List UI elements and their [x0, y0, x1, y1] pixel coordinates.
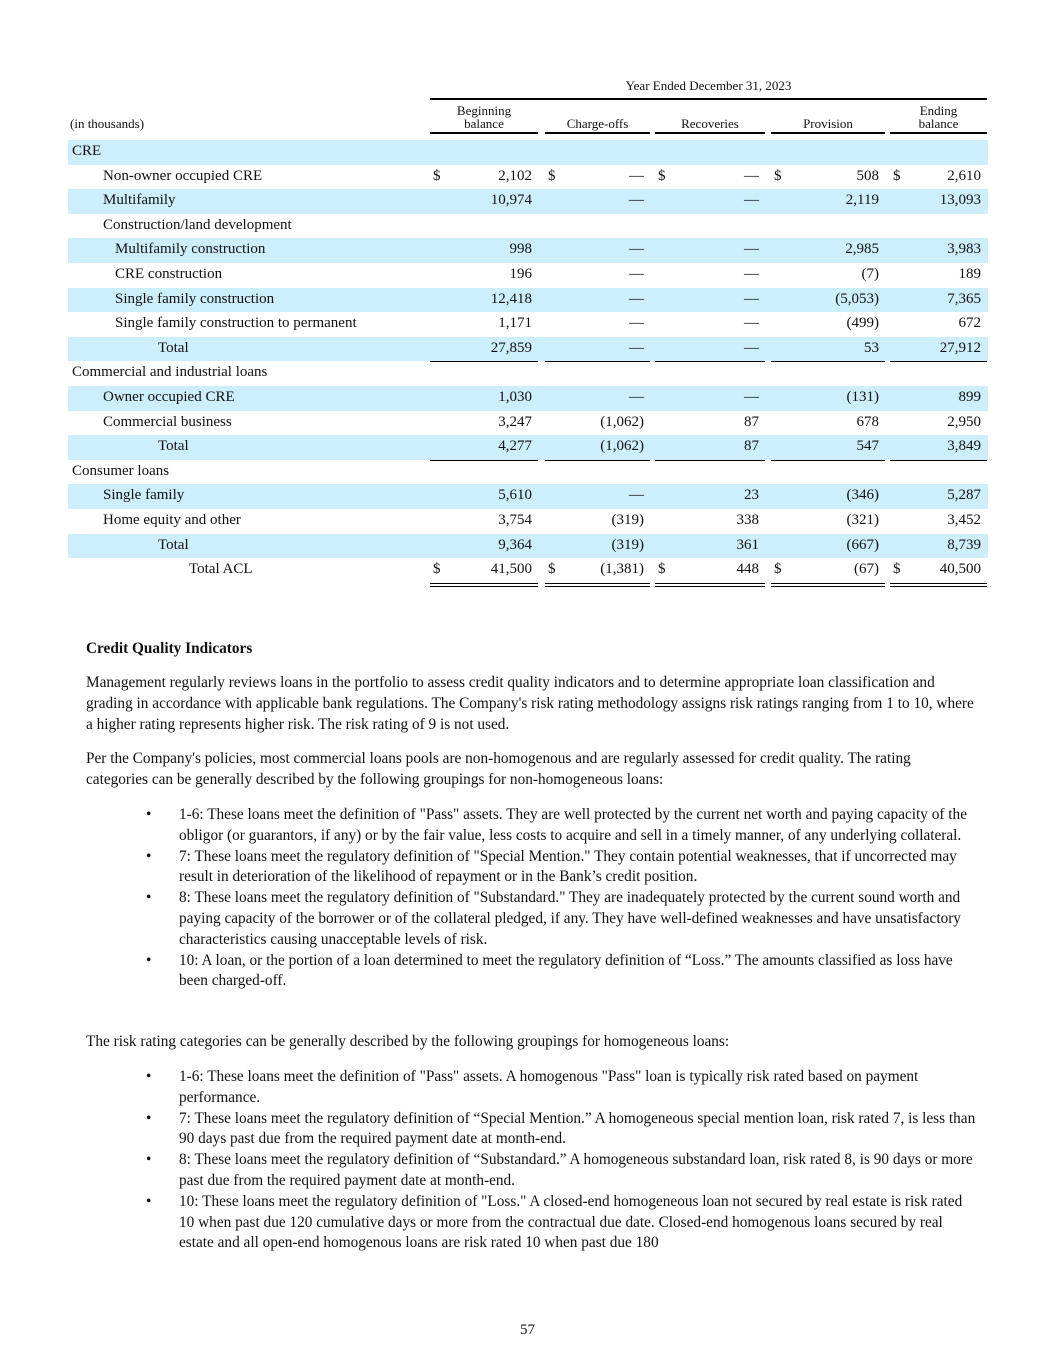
cell-value: — — [744, 290, 759, 307]
cell-value: 361 — [736, 536, 759, 553]
row-label: Total ACL — [189, 561, 253, 578]
currency-symbol: $ — [433, 167, 441, 184]
cell-beginning-balance — [430, 558, 538, 587]
cell-provision — [771, 411, 885, 437]
cell-value: 27,912 — [939, 339, 981, 356]
cell-value: 40,500 — [939, 561, 981, 578]
cell-value: 1,171 — [498, 315, 532, 332]
cell-ending-balance — [890, 263, 987, 288]
cell-value: 508 — [856, 167, 879, 184]
cell-value: — — [629, 388, 644, 405]
row-label: Home equity and other — [103, 511, 241, 528]
cell-value: 2,119 — [845, 192, 879, 209]
cell-value: 9,364 — [498, 536, 532, 553]
cell-ending-balance — [890, 386, 987, 411]
cell-recoveries — [655, 509, 765, 535]
cell-provision — [771, 484, 885, 509]
currency-symbol: $ — [548, 167, 556, 184]
currency-symbol: $ — [893, 561, 901, 578]
bullet-text: 7: These loans meet the regulatory definition of “Special Mention.” A homogeneous special mention loan, risk rated 7, is less than 90 days past due from the required payment date at month-end. — [179, 1109, 976, 1148]
column-header-provision: Provision — [771, 117, 885, 134]
cell-value: — — [744, 241, 759, 258]
cell-provision — [771, 558, 885, 587]
table-section-row — [68, 214, 988, 239]
cell-charge-offs — [545, 263, 650, 288]
cell-charge-offs — [545, 558, 650, 587]
cell-recoveries — [655, 435, 765, 461]
cell-ending-balance — [890, 337, 987, 363]
row-label: Total — [158, 339, 189, 356]
row-label: Total — [158, 536, 189, 553]
cell-beginning-balance — [430, 238, 538, 263]
table-section-row — [68, 361, 988, 386]
bullet-icon: • — [146, 1151, 152, 1169]
cell-beginning-balance — [430, 165, 538, 190]
bullet-icon: • — [146, 1192, 152, 1210]
rating-bullet-item — [146, 951, 976, 993]
rating-bullet-item — [146, 1067, 976, 1109]
rating-bullet-item — [146, 888, 976, 950]
cell-value: — — [744, 315, 759, 332]
cell-charge-offs — [545, 238, 650, 263]
table-row — [68, 189, 988, 214]
units-label: (in thousands) — [70, 116, 145, 131]
cell-value: 189 — [958, 265, 981, 282]
row-label: Single family construction to permanent — [115, 315, 357, 332]
cell-value: 2,950 — [947, 413, 981, 430]
cell-value: (346) — [846, 487, 879, 504]
rating-bullet-item — [146, 1192, 976, 1254]
cell-value: 2,610 — [947, 167, 981, 184]
bullet-text: 8: These loans meet the regulatory definition of "Substandard." They are inadequately protected by the current sound worth and paying capacity of the borrower or of the collateral pledged, if any. They have well-defined weaknesses and have unsatisfactory characteristics causing unacceptable levels of risk. — [179, 889, 961, 948]
bullet-text: 10: A loan, or the portion of a loan determined to meet the regulatory definition of “Loss.” The amounts classified as loss have been charged-off. — [179, 951, 953, 990]
cell-value: 4,277 — [498, 438, 532, 455]
cell-ending-balance — [890, 312, 987, 338]
cell-value: — — [744, 192, 759, 209]
cell-recoveries — [655, 189, 765, 214]
table-body — [68, 140, 988, 583]
column-header-beginning-balance: Beginning balance — [430, 104, 538, 134]
currency-symbol: $ — [658, 561, 666, 578]
cell-charge-offs — [545, 386, 650, 411]
cell-value: (5,053) — [835, 290, 879, 307]
cell-ending-balance — [890, 558, 987, 587]
row-label: CRE — [72, 143, 102, 159]
cell-value: 12,418 — [490, 290, 532, 307]
cell-charge-offs — [545, 189, 650, 214]
cell-provision — [771, 238, 885, 263]
table-header-row — [68, 102, 988, 134]
cell-value: 23 — [744, 487, 759, 504]
cell-recoveries — [655, 484, 765, 509]
cell-value: (319) — [611, 511, 644, 528]
cell-charge-offs — [545, 165, 650, 190]
cell-beginning-balance — [430, 435, 538, 461]
cell-charge-offs — [545, 288, 650, 313]
homogeneous-rating-list — [146, 1067, 976, 1254]
cell-recoveries — [655, 312, 765, 338]
bullet-text: 8: These loans meet the regulatory definition of “Substandard.” A homogeneous substandard loan, risk rated 8, is 90 days or more past due from the required payment date at month-end. — [179, 1151, 973, 1189]
cell-value: (319) — [611, 536, 644, 553]
cell-value: 1,030 — [498, 388, 532, 405]
cell-value: 27,859 — [490, 339, 532, 356]
cell-value: 8,739 — [947, 536, 981, 553]
cell-recoveries — [655, 337, 765, 363]
table-row — [68, 435, 988, 460]
bullet-icon: • — [146, 951, 152, 969]
rating-bullet-item — [146, 847, 976, 889]
column-header-recoveries: Recoveries — [655, 117, 765, 134]
cell-ending-balance — [890, 288, 987, 313]
cell-provision — [771, 534, 885, 559]
table-section-row — [68, 140, 988, 165]
cell-ending-balance — [890, 165, 987, 190]
row-label: Commercial business — [103, 413, 232, 430]
page-number: 57 — [520, 1322, 535, 1338]
bullet-text: 1-6: These loans meet the definition of "Pass" assets. A homogenous "Pass" loan is typically risk rated based on payment performance. — [179, 1068, 919, 1106]
cell-provision — [771, 435, 885, 461]
currency-symbol: $ — [433, 561, 441, 578]
cell-charge-offs — [545, 411, 650, 437]
table-row — [68, 509, 988, 534]
table-row — [68, 165, 988, 190]
paragraph-homogeneous: The risk rating categories can be generally described by the following groupings for homogeneous loans: — [86, 1033, 730, 1050]
table-row — [68, 337, 988, 362]
currency-symbol: $ — [893, 167, 901, 184]
cell-recoveries — [655, 263, 765, 288]
rating-bullet-item — [146, 1109, 976, 1151]
cell-value: (1,381) — [600, 561, 644, 578]
bullet-text: 7: These loans meet the regulatory definition of "Special Mention." They contain potential weaknesses, that if uncorrected may result in deterioration of the likelihood of repayment or in the Bank’s credit position. — [179, 847, 957, 886]
cell-value: 672 — [958, 315, 981, 332]
cell-value: — — [629, 265, 644, 282]
cell-recoveries — [655, 238, 765, 263]
cell-provision — [771, 337, 885, 363]
cell-value: (7) — [861, 265, 879, 282]
row-label: Multifamily — [103, 192, 176, 209]
cell-provision — [771, 288, 885, 313]
cell-value: — — [629, 167, 644, 184]
currency-symbol: $ — [658, 167, 666, 184]
row-label: Commercial and industrial loans — [72, 364, 268, 381]
row-label: Single family construction — [115, 290, 275, 307]
period-header: Year Ended December 31, 2023 — [430, 78, 987, 100]
non-homogeneous-rating-list — [146, 805, 976, 992]
cell-beginning-balance — [430, 509, 538, 535]
row-label: Owner occupied CRE — [103, 388, 235, 405]
bullet-text: 1-6: These loans meet the definition of "Pass" assets. They are well protected by the current net worth and paying capacity of the obligor (or guarantors, if any) or by the fair value, less costs to acquire and sell in a timely manner, of any underlying collateral. — [179, 806, 967, 844]
cell-value: 7,365 — [947, 290, 981, 307]
cell-value: 3,247 — [498, 413, 532, 430]
row-label: Consumer loans — [72, 462, 170, 479]
row-label: Total — [158, 438, 189, 455]
cell-ending-balance — [890, 435, 987, 461]
cell-beginning-balance — [430, 189, 538, 214]
cell-provision — [771, 386, 885, 411]
cell-beginning-balance — [430, 534, 538, 559]
cell-beginning-balance — [430, 263, 538, 288]
row-label: Multifamily construction — [115, 241, 266, 258]
paragraph-non-homogeneous: Per the Company's policies, most commercial loans pools are non-homogenous and are regularly assessed for credit quality. The rating categories can be generally described by the following groupings for non-homogeneous loans: — [86, 750, 911, 788]
cell-value: 3,849 — [947, 438, 981, 455]
cell-recoveries — [655, 558, 765, 587]
cell-value: 13,093 — [939, 192, 981, 209]
bullet-icon: • — [146, 847, 152, 865]
cell-beginning-balance — [430, 411, 538, 437]
cell-value: — — [629, 290, 644, 307]
column-header-ending-balance: Ending balance — [890, 104, 987, 134]
cell-value: — — [744, 167, 759, 184]
cell-charge-offs — [545, 484, 650, 509]
cell-value: — — [629, 241, 644, 258]
cell-value: (1,062) — [600, 438, 644, 455]
bullet-text: 10: These loans meet the regulatory definition of "Loss." A closed-end homogeneous loan not secured by real estate is risk rated 10 when past due 120 cumulative days or more from the contractual due date. Closed-end homogenous loans secured by real estate and all open-end homogenous loans are risk rated 10 when past due 180 — [179, 1192, 963, 1252]
cell-value: 87 — [744, 413, 759, 430]
cell-value: — — [744, 339, 759, 356]
table-row — [68, 534, 988, 559]
table-row — [68, 238, 988, 263]
cell-recoveries — [655, 288, 765, 313]
currency-symbol: $ — [548, 561, 556, 578]
cell-value: 5,287 — [947, 487, 981, 504]
cell-beginning-balance — [430, 312, 538, 338]
cell-beginning-balance — [430, 386, 538, 411]
row-label: Non-owner occupied CRE — [103, 167, 263, 184]
cell-value: 2,985 — [845, 241, 879, 258]
cell-ending-balance — [890, 189, 987, 214]
cell-ending-balance — [890, 238, 987, 263]
cell-value: 998 — [509, 241, 532, 258]
bullet-icon: • — [146, 1109, 152, 1127]
cell-provision — [771, 189, 885, 214]
bullet-icon: • — [146, 806, 152, 823]
cell-charge-offs — [545, 435, 650, 461]
table-row — [68, 558, 988, 583]
cell-value: (321) — [846, 511, 879, 528]
cell-beginning-balance — [430, 484, 538, 509]
cell-charge-offs — [545, 534, 650, 559]
cell-value: 448 — [736, 561, 759, 578]
cell-value: — — [629, 339, 644, 356]
cell-value: — — [629, 192, 644, 209]
cell-value: 5,610 — [498, 487, 532, 504]
cell-charge-offs — [545, 312, 650, 338]
cell-value: 3,754 — [498, 511, 532, 528]
rating-bullet-item — [146, 1150, 976, 1192]
row-label: Construction/land development — [103, 216, 292, 233]
cell-provision — [771, 312, 885, 338]
cell-value: 899 — [958, 388, 981, 405]
table-row — [68, 484, 988, 509]
cell-value: (1,062) — [600, 413, 644, 430]
cell-ending-balance — [890, 484, 987, 509]
cell-ending-balance — [890, 411, 987, 437]
cell-value: 678 — [856, 413, 879, 430]
cell-value: — — [744, 388, 759, 405]
cell-recoveries — [655, 386, 765, 411]
section-heading: Credit Quality Indicators — [86, 640, 253, 657]
cell-beginning-balance — [430, 288, 538, 313]
cell-value: 87 — [744, 438, 759, 455]
cell-ending-balance — [890, 534, 987, 559]
cell-value: 338 — [736, 511, 759, 528]
cell-value: (131) — [846, 388, 879, 405]
table-section-row — [68, 460, 988, 485]
cell-recoveries — [655, 165, 765, 190]
paragraph-intro: Management regularly reviews loans in the portfolio to assess credit quality indicators and to determine appropriate loan classification and grading in accordance with applicable bank regulations. The Company's risk rating methodology assigns risk ratings ranging from 1 to 10, where a higher rating represents higher risk. The risk rating of 9 is not used. — [86, 674, 974, 733]
row-label: Single family — [103, 487, 185, 504]
currency-symbol: $ — [774, 561, 782, 578]
table-row — [68, 411, 988, 436]
cell-value: (667) — [846, 536, 879, 553]
cell-beginning-balance — [430, 337, 538, 363]
currency-symbol: $ — [774, 167, 782, 184]
cell-value: 41,500 — [490, 561, 532, 578]
bullet-icon: • — [146, 889, 152, 907]
cell-value: 3,983 — [947, 241, 981, 258]
bullet-icon: • — [146, 1068, 152, 1085]
cell-value: 2,102 — [498, 167, 532, 184]
cell-charge-offs — [545, 337, 650, 363]
cell-value: 53 — [864, 339, 879, 356]
table-row — [68, 263, 988, 288]
cell-provision — [771, 263, 885, 288]
row-label: CRE construction — [115, 265, 223, 282]
cell-value: (499) — [846, 315, 879, 332]
cell-value: (67) — [854, 561, 879, 578]
cell-ending-balance — [890, 509, 987, 535]
cell-provision — [771, 509, 885, 535]
cell-charge-offs — [545, 509, 650, 535]
cell-value: — — [744, 265, 759, 282]
cell-value: 3,452 — [947, 511, 981, 528]
cell-value: 547 — [856, 438, 879, 455]
rating-bullet-item — [146, 805, 976, 847]
cell-recoveries — [655, 411, 765, 437]
cell-value: — — [629, 487, 644, 504]
cell-value: 196 — [509, 265, 532, 282]
cell-value: 10,974 — [490, 192, 532, 209]
cell-recoveries — [655, 534, 765, 559]
cell-provision — [771, 165, 885, 190]
table-row — [68, 386, 988, 411]
table-row — [68, 312, 988, 337]
column-header-charge-offs: Charge-offs — [545, 117, 650, 134]
cell-value: — — [629, 315, 644, 332]
table-row — [68, 288, 988, 313]
